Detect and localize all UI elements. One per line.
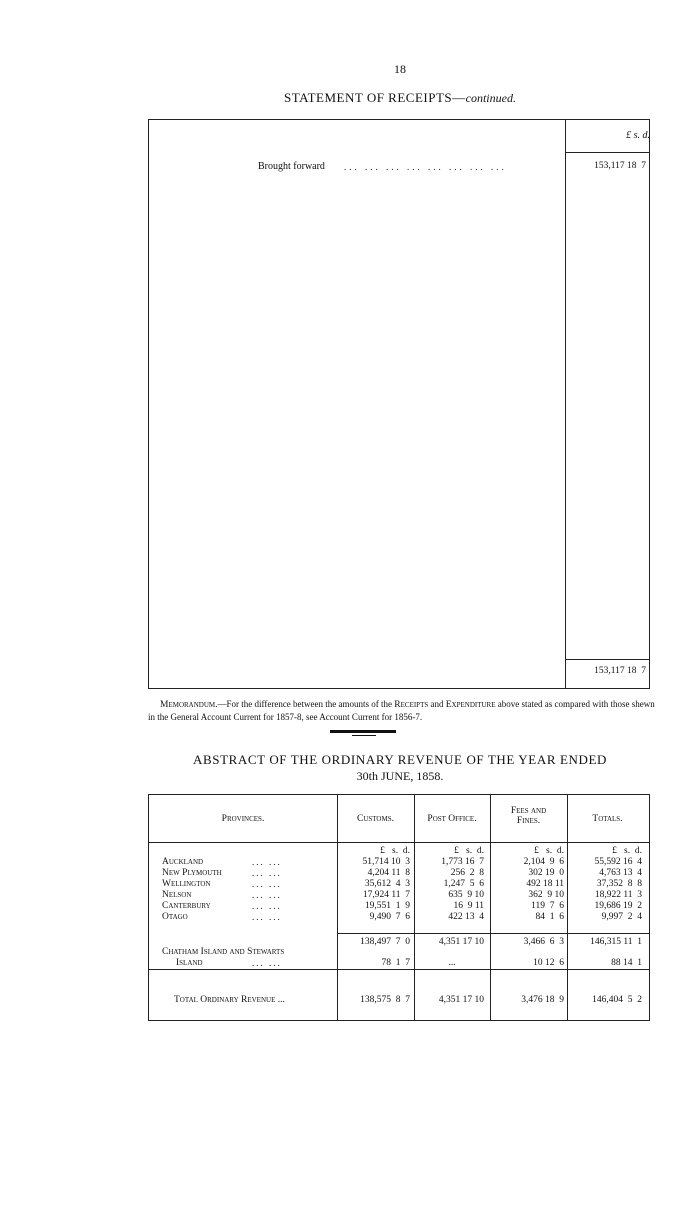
grand-total-total: 146,404 5 2 [592, 995, 642, 1005]
unit-header-fees: £ s. d. [534, 846, 564, 856]
statement-total-amount: 153,117 18 7 [594, 666, 646, 676]
customs-value: 9,490 7 6 [369, 912, 410, 922]
province-dots: ... ... [252, 912, 282, 922]
fees-value: 362 9 10 [528, 890, 564, 900]
abstract-title: ABSTRACT OF THE ORDINARY REVENUE OF THE YEAR ENDED [193, 752, 607, 767]
province-dots: ... ... [252, 879, 282, 889]
fees-value: 119 7 6 [531, 901, 564, 911]
memorandum-text-3: above stated as compared with those shewn in the General Account Current for 1857-8, see Account Current for 1856-7. [148, 699, 655, 722]
post-office-value: 422 13 4 [448, 912, 484, 922]
section-divider [330, 730, 396, 733]
subtotal-total: 146,315 11 1 [590, 937, 642, 947]
province-dots: ... ... [252, 901, 282, 911]
unit-header-post: £ s. d. [454, 846, 484, 856]
grand-total-customs: 138,575 8 7 [360, 995, 410, 1005]
brought-forward-amount: 153,117 18 7 [594, 161, 646, 171]
col-divider-1 [337, 795, 338, 1020]
fees-value: 84 1 6 [535, 912, 564, 922]
statement-currency-header: £ s. d. [626, 130, 650, 141]
post-office-value: 256 2 8 [450, 868, 484, 878]
province-name: Canterbury [162, 901, 211, 911]
unit-header-totals: £ s. d. [612, 846, 642, 856]
province-name: Wellington [162, 879, 211, 889]
fees-value: 10 12 6 [533, 958, 564, 968]
province-dots: ... ... [252, 890, 282, 900]
subtotal-customs: 138,497 7 0 [360, 937, 410, 947]
header-provinces: Provinces. [221, 814, 265, 824]
statement-header-rule [565, 152, 649, 153]
grand-total-fees: 3,476 18 9 [521, 995, 564, 1005]
unit-header-customs: £ s. d. [380, 846, 410, 856]
total-value: 55,592 16 4 [594, 857, 642, 867]
post-office-value: ... [448, 958, 456, 968]
memorandum [148, 699, 656, 723]
province-dots: ... ... [252, 868, 282, 878]
grand-total-rule [149, 969, 649, 970]
header-totals: Totals. [592, 814, 623, 824]
subtotal-post-office: 4,351 17 10 [438, 937, 484, 947]
post-office-value: 1,247 5 6 [443, 879, 484, 889]
header-fees-line2: Fines. [516, 816, 541, 826]
statement-column-divider [565, 120, 566, 688]
subtotal-fees: 3,466 6 3 [523, 937, 564, 947]
page-number: 18 [394, 62, 406, 76]
customs-value: 4,204 11 8 [367, 868, 410, 878]
fees-value: 2,104 9 6 [523, 857, 564, 867]
customs-value: 51,714 10 3 [362, 857, 410, 867]
province-dots: ... ... [252, 857, 282, 867]
customs-value: 17,924 11 7 [362, 890, 410, 900]
statement-title [0, 90, 700, 106]
total-value: 19,686 19 2 [594, 901, 642, 911]
total-value: 4,763 13 4 [599, 868, 642, 878]
statement-table [148, 119, 650, 689]
province-name-line1: Chatham Island and Stewarts [162, 947, 285, 957]
brought-forward-dots: ... ... ... ... ... ... ... ... [344, 162, 507, 172]
total-value: 18,922 11 3 [594, 890, 642, 900]
memorandum-text-2: and [428, 699, 446, 709]
statement-title-main: STATEMENT OF RECEIPTS— [284, 90, 466, 105]
brought-forward-label: Brought forward [258, 161, 325, 172]
memorandum-receipts: Receipts [394, 700, 429, 710]
province-name: Nelson [162, 890, 192, 900]
grand-total-post-office: 4,351 17 10 [438, 995, 484, 1005]
subtotal-rule [337, 933, 649, 934]
header-post-office: Post Office. [427, 814, 477, 824]
statement-total-rule [565, 659, 649, 660]
abstract-subtitle: 30th JUNE, 1858. [356, 769, 444, 783]
customs-value: 78 1 7 [381, 958, 410, 968]
header-rule [149, 842, 649, 843]
memorandum-expenditure: Expenditure [445, 700, 496, 710]
memorandum-text-1: —For the difference between the amounts of the [217, 699, 395, 709]
statement-title-continued: continued. [465, 91, 516, 105]
province-name: Auckland [162, 857, 204, 867]
province-dots: ... ... [252, 958, 282, 968]
section-divider-underline [352, 735, 376, 736]
total-value: 88 14 1 [611, 958, 642, 968]
post-office-value: 635 9 10 [448, 890, 484, 900]
province-name: Otago [162, 912, 188, 922]
province-name: New Plymouth [162, 868, 222, 878]
customs-value: 19,551 1 9 [364, 901, 410, 911]
total-value: 9,997 2 4 [601, 912, 642, 922]
fees-value: 492 18 11 [526, 879, 564, 889]
header-fees-line1: Fees and [510, 806, 547, 816]
customs-value: 35,612 4 3 [364, 879, 410, 889]
grand-total-label: Total Ordinary Revenue ... [174, 995, 285, 1005]
total-value: 37,352 8 8 [596, 879, 642, 889]
header-customs: Customs. [357, 814, 394, 824]
fees-value: 302 19 0 [528, 868, 564, 878]
post-office-value: 16 9 11 [453, 901, 484, 911]
province-name-line2: Island [176, 958, 203, 968]
memorandum-label: Memorandum. [160, 700, 218, 710]
post-office-value: 1,773 16 7 [441, 857, 484, 867]
